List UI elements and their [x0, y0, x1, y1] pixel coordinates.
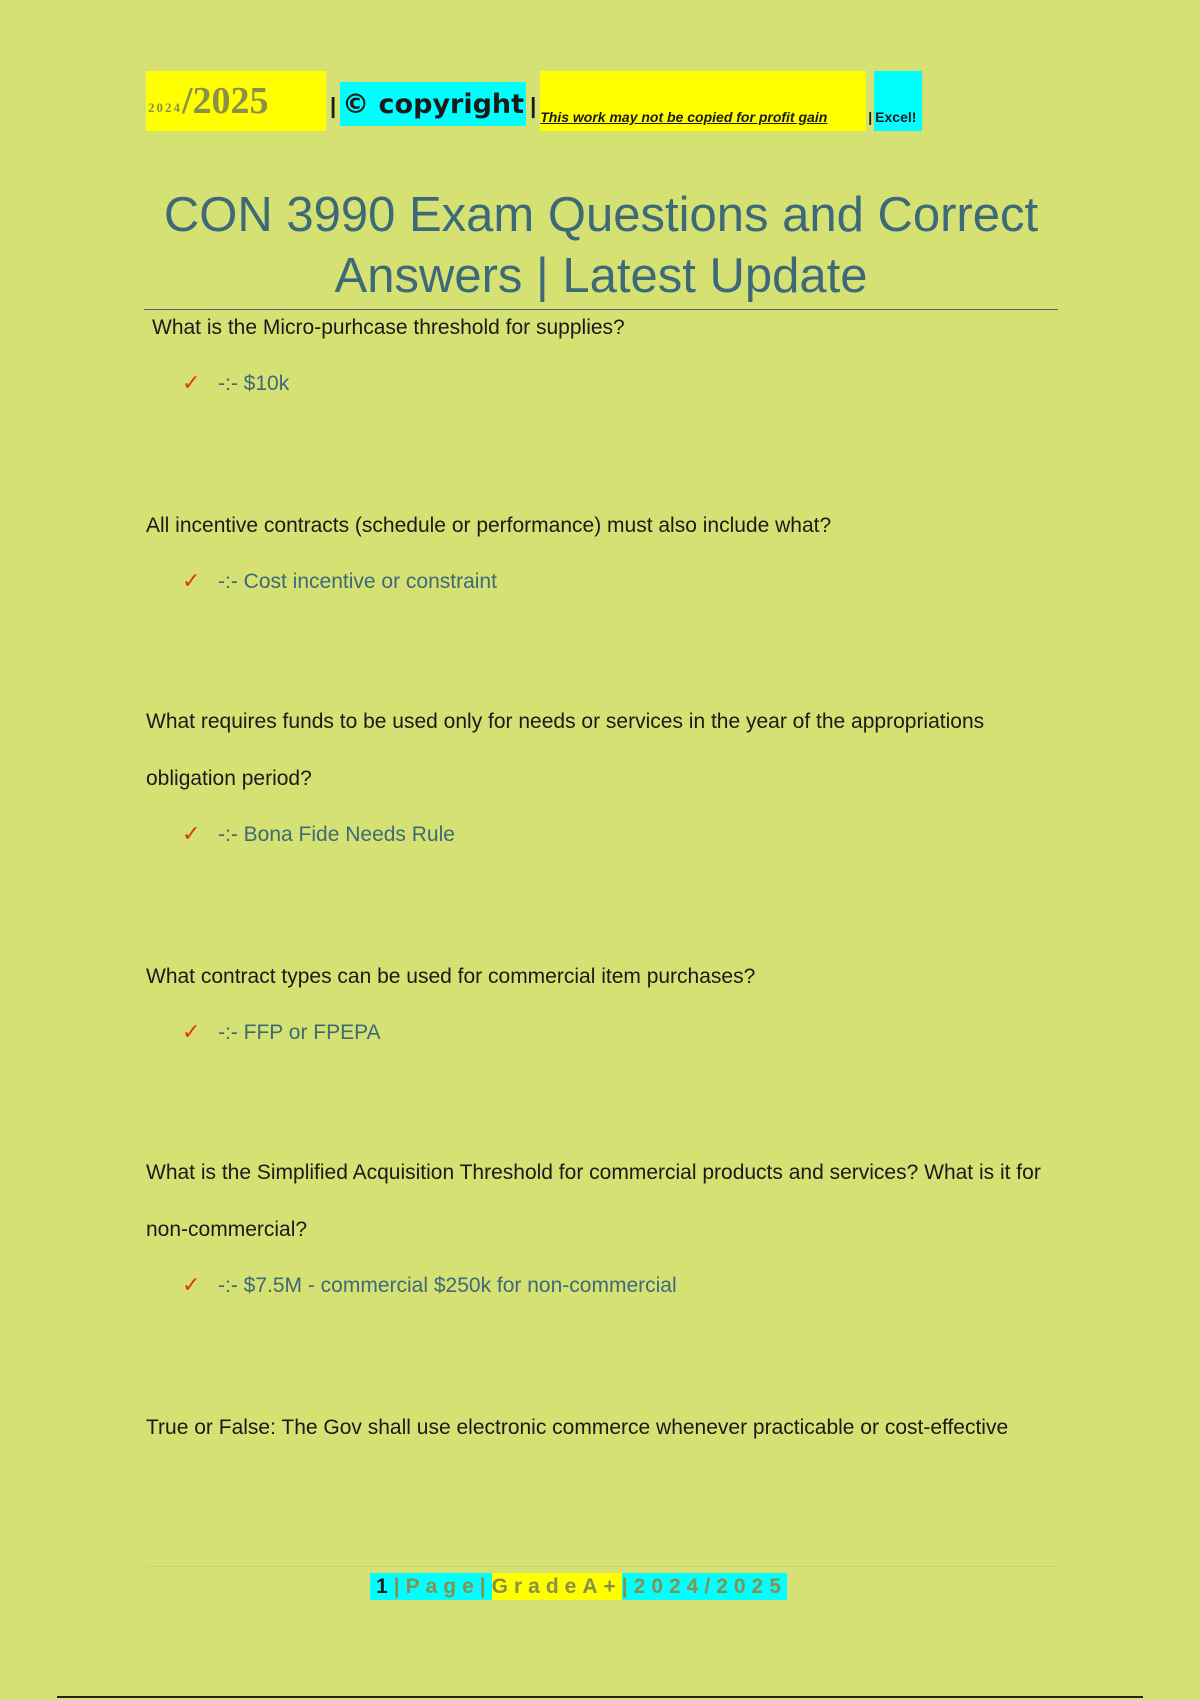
answer-row: [182, 569, 497, 594]
answer-text: -:- Bona Fide Needs Rule: [218, 822, 455, 846]
question-text: What is the Simplified Acquisition Threshold for commercial products and services? What is it for non-commercial?: [146, 1161, 1041, 1241]
excel-badge: [874, 71, 922, 131]
checkmark-icon: ✓: [182, 1273, 201, 1298]
grade-label: GradeA+: [492, 1573, 622, 1600]
separator: |: [530, 93, 537, 118]
footer-year: |2024/2025: [622, 1573, 787, 1600]
qa-item: [146, 1399, 1066, 1456]
answer-text: -:- $7.5M - commercial $250k for non-commercial: [218, 1273, 677, 1297]
year-start: 2024: [148, 100, 182, 115]
qa-item: [146, 299, 1066, 396]
answer-row: [182, 1020, 381, 1045]
question-text: What requires funds to be used only for needs or services in the year of the appropriations obligation period?: [146, 710, 985, 790]
excel-label: Excel!: [875, 109, 917, 125]
year-badge: [146, 71, 326, 131]
answer-text: -:- FFP or FPEPA: [218, 1020, 381, 1044]
year-end: /2025: [182, 80, 269, 122]
checkmark-icon: ✓: [182, 1020, 201, 1045]
page-footer: [370, 1573, 787, 1600]
question-text: What contract types can be used for commercial item purchases?: [146, 965, 756, 988]
header-bar: [146, 71, 922, 131]
copy-notice: This work may not be copied for profit gain: [540, 109, 828, 125]
qa-item: [146, 497, 1066, 594]
checkmark-icon: ✓: [182, 371, 201, 396]
answer-text: -:- $10k: [218, 371, 290, 395]
question-text: True or False: The Gov shall use electronic commerce whenever practicable or cost-effective: [146, 1416, 1009, 1439]
copyright-label: © copyright: [340, 82, 526, 126]
notice-badge: [540, 71, 866, 131]
page-bottom-rule: [57, 1696, 1143, 1698]
question-text: What is the Micro-purhcase threshold for supplies?: [152, 316, 625, 339]
question-text: All incentive contracts (schedule or performance) must also include what?: [146, 514, 832, 537]
page-label: |Page|: [394, 1573, 492, 1600]
answer-row: [182, 371, 289, 396]
footer-divider: [146, 1566, 1056, 1567]
qa-item: [146, 693, 1066, 847]
qa-item: [146, 948, 1066, 1045]
separator: |: [330, 93, 337, 118]
separator: |: [868, 109, 873, 125]
answer-text: -:- Cost incentive or constraint: [218, 569, 497, 593]
answer-row: [182, 822, 455, 847]
checkmark-icon: ✓: [182, 822, 201, 847]
document-title: CON 3990 Exam Questions and Correct Answers | Latest Update: [144, 185, 1058, 310]
page-number: 1: [370, 1573, 394, 1600]
qa-item: [146, 1144, 1066, 1298]
checkmark-icon: ✓: [182, 569, 201, 594]
answer-row: [182, 1273, 677, 1298]
